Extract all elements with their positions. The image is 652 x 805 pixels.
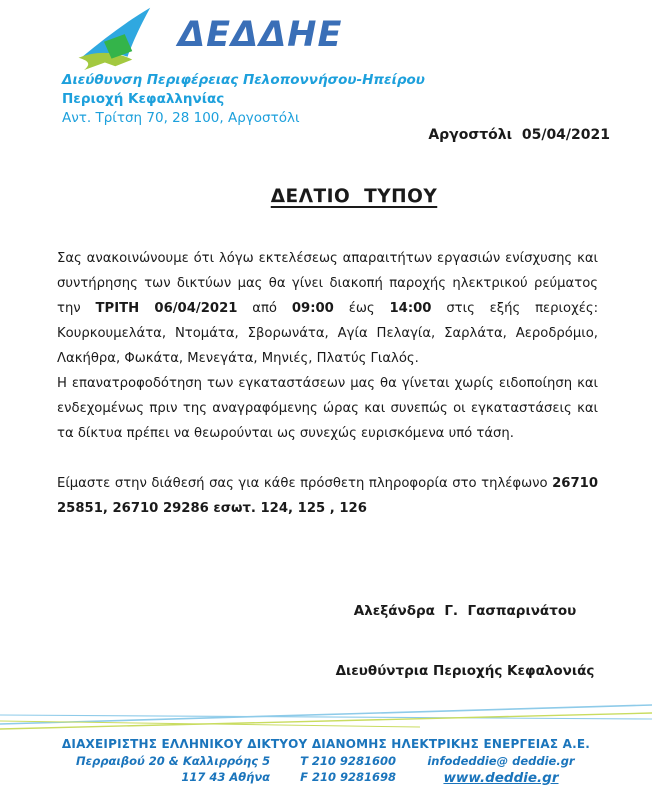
- signature-block: [330, 561, 600, 721]
- paragraph-outage-notice: [57, 246, 598, 371]
- document-title: [28, 186, 652, 207]
- footer-address: [76, 753, 270, 786]
- footer-email: infodeddie@ deddie.gr: [427, 754, 575, 768]
- place-and-date: Αργοστόλι 05/04/2021: [428, 127, 610, 143]
- document-title-text: ΔΕΛΤΙΟ ΤΥΠΟΥ: [270, 186, 438, 207]
- footer-website-link[interactable]: www.deddie.gr: [443, 770, 559, 786]
- paragraph-reenergize-warning: Η επανατροφοδότηση των εγκαταστάσεων μας θα γίνεται χωρίς ειδοποίηση και ενδεχομένως πριν της αναγραφόμενης ώρας και συνεπώς οι εγκαταστάσεις και τα δίκτυα πρέπει να θεωρούνται ως συνεχώς ευρισκόμενα υπό τάση.: [57, 376, 598, 441]
- outage-to-text: έως: [333, 301, 390, 316]
- office-address-line: Αντ. Τρίτση 70, 28 100, Αργοστόλι: [62, 110, 300, 126]
- signatory-title: Διευθύντρια Περιοχής Κεφαλονιάς: [335, 663, 595, 679]
- footer-address-line1: Περραιβού 20 & Καλλιρρόης 5: [76, 754, 271, 768]
- footer-online-contacts: [426, 753, 576, 786]
- contact-intro-text: Είμαστε στην διάθεσή σας για κάθε πρόσθετη πληροφορία στο τηλέφωνο: [57, 476, 553, 491]
- body-text: [57, 246, 598, 521]
- footer-phones: [300, 753, 396, 786]
- footer-contact-columns: [0, 753, 652, 786]
- footer-company-name: ΔΙΑΧΕΙΡΙΣΤΗΣ ΕΛΛΗΝΙΚΟΥ ΔΙΚΤΥΟΥ ΔΙΑΝΟΜΗΣ ΗΛΕΚΤΡΙΚΗΣ ΕΝΕΡΓΕΙΑΣ Α.Ε.: [61, 737, 591, 751]
- outage-date-bold: ΤΡΙΤΗ 06/04/2021: [95, 301, 238, 316]
- paragraph-contact-info: [57, 471, 598, 521]
- region-directorate-line: Διεύθυνση Περιφέρειας Πελοποννήσου-Ηπείρου: [62, 72, 425, 88]
- logo-text: ΔΕΔΔΗΕ: [178, 15, 343, 55]
- footer-address-line2: 117 43 Αθήνα: [181, 770, 271, 784]
- signatory-name: Αλεξάνδρα Γ. Γασπαρινάτου: [353, 603, 577, 619]
- contact-phone-numbers-bold: 26710 25851, 26710 29286 εσωτ. 124, 125 , 126: [57, 476, 598, 516]
- company-header: [72, 4, 342, 70]
- area-line: Περιοχή Κεφαλληνίας: [62, 91, 225, 107]
- footer-phone-t: Τ 210 9281600: [300, 754, 396, 768]
- outage-intro-text: Σας ανακοινώνουμε ότι λόγω εκτελέσεως απαραιτήτων εργασιών ενίσχυσης και συντήρησης των δικτύων μας θα γίνει διακοπή παροχής ηλεκτρικού ρεύματος την: [57, 251, 598, 316]
- outage-end-time-bold: 14:00: [389, 301, 432, 316]
- deddie-lightning-logo-icon: [72, 4, 168, 70]
- footer-divider-lines-icon: [0, 700, 652, 736]
- outage-from-text: από: [237, 301, 292, 316]
- outage-start-time-bold: 09:00: [291, 301, 334, 316]
- issuing-office-block: [62, 71, 425, 128]
- footer-phone-f: F 210 9281698: [300, 770, 396, 784]
- outage-areas-text: στις εξής περιοχές: Κουρκουμελάτα, Ντομάτα, Σβορωνάτα, Αγία Πελαγία, Σαρλάτα, Αεροδρόμιο, Λακήθρα, Φωκάτα, Μενεγάτα, Μηνιές, Πλατύς Γιαλός.: [57, 301, 599, 366]
